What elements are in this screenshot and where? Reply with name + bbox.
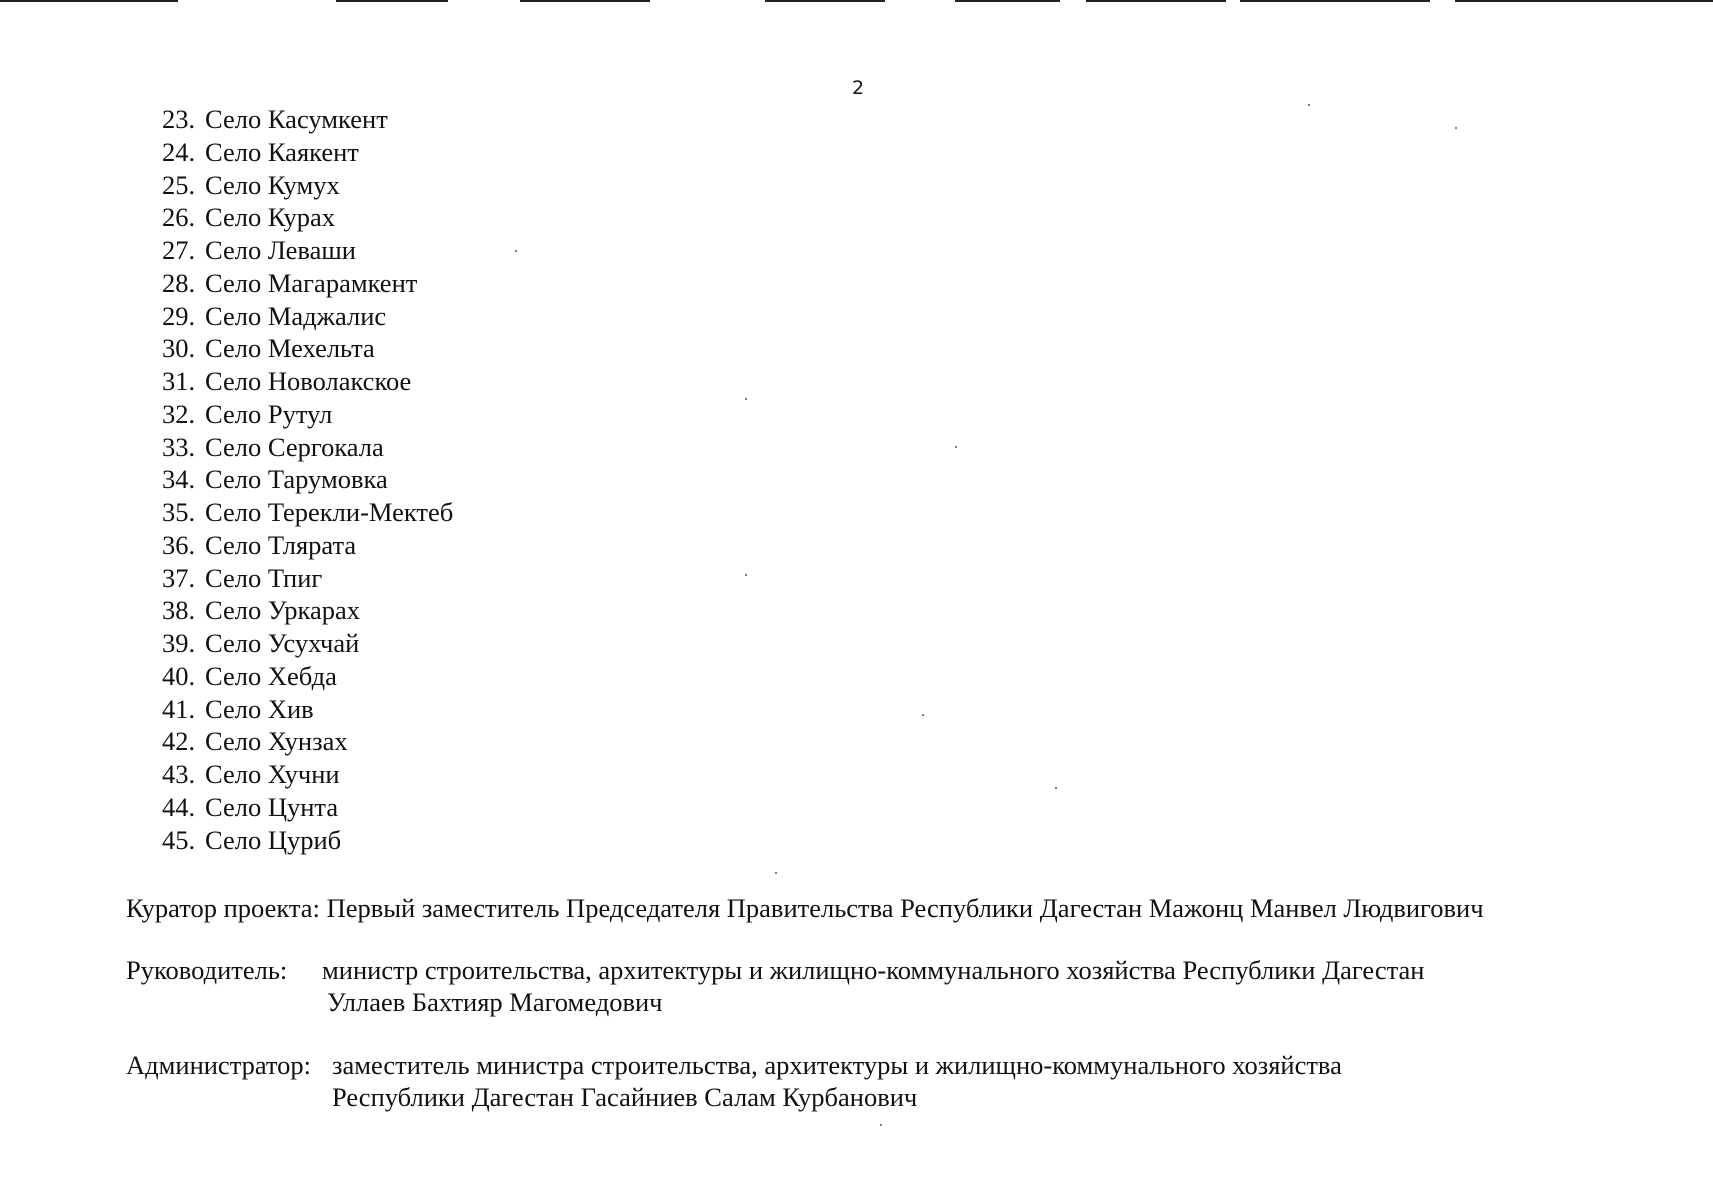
list-item-text: Село Хив [205,693,314,724]
list-item-text: Село Усухчай [205,628,360,658]
list-item-number: 43. [162,759,196,789]
list-item-text: Село Хучни [205,759,340,789]
list-item-number: 32. [162,398,196,429]
list-item-number: 31. [162,366,196,396]
scan-speck [880,1124,882,1126]
scan-speck [1308,104,1310,106]
list-item-text: Село Кумух [205,169,340,200]
list-item-number: 36. [162,529,196,560]
list-item-text: Село Магарамкент [205,267,418,298]
list-item-number: 44. [162,791,196,822]
list-item-number: 28. [162,267,196,298]
list-item [162,234,453,267]
list-item [162,562,453,595]
scan-speck [1055,787,1057,789]
list-item-text: Село Касумкент [205,104,388,134]
list-item [162,300,453,333]
leader-block [126,954,1424,1018]
list-item-text: Село Сергокала [205,431,384,462]
list-item [162,431,453,464]
scan-speck [745,398,747,400]
list-item-text: Село Цунта [205,791,339,822]
list-item-text: Село Терекли-Мектеб [205,497,454,527]
list-item [162,529,453,562]
list-item [162,791,453,824]
list-item [162,758,453,791]
scan-speck [922,714,924,716]
list-item-text: Село Тпиг [205,562,323,593]
list-item-text: Село Тлярата [205,529,357,560]
list-item [162,824,453,857]
list-item-number: 40. [162,660,196,691]
list-item-number: 38. [162,595,196,626]
list-item-text: Село Каякент [205,136,359,167]
list-item [162,594,453,627]
leader-line-2: Уллаев Бахтияр Магомедович [327,987,663,1017]
list-item-number: 33. [162,431,196,462]
list-item-text: Село Леваши [205,235,356,265]
list-item-number: 42. [162,726,196,757]
list-item [162,103,453,136]
list-item-number: 34. [162,464,196,495]
list-item-text: Село Мехельта [205,333,375,364]
list-item-number: 39. [162,628,196,658]
leader-label: Руководитель: [126,955,288,985]
list-item [162,627,453,660]
list-item-number: 29. [162,300,196,331]
list-item-number: 27. [162,235,196,265]
scan-speck [775,872,777,874]
administrator-label: Администратор: [126,1050,312,1080]
administrator-line-1: заместитель министра строительства, архитектуры и жилищно-коммунального хозяйства [332,1050,1342,1080]
list-item-text: Село Хебда [205,660,337,691]
page-number: 2 [851,77,865,99]
list-item-number: 25. [162,169,196,200]
administrator-block [126,1049,1342,1113]
list-item [162,660,453,693]
list-item [162,136,453,169]
curator-text: Первый заместитель Председателя Правительства Республики Дагестан Мажонц Манвел Людвигович [326,893,1484,923]
list-item-number: 41. [162,693,196,724]
list-item-number: 30. [162,333,196,364]
scan-speck [1455,127,1457,129]
list-item-number: 24. [162,136,196,167]
list-item-text: Село Тарумовка [205,464,388,495]
list-item-number: 45. [162,824,196,855]
list-item [162,332,453,365]
list-item-text: Село Уркарах [205,595,361,626]
list-item-text: Село Хунзах [205,726,348,757]
list-item [162,169,453,202]
list-item [162,267,453,300]
list-item [162,725,453,758]
list-item [162,496,453,529]
list-item-number: 37. [162,562,196,593]
list-item-number: 26. [162,202,196,233]
list-item [162,693,453,726]
scan-speck [745,574,747,576]
list-item [162,201,453,234]
list-item-text: Село Рутул [205,398,333,429]
scan-speck [515,250,517,252]
list-item-text: Село Новолакское [205,366,412,396]
list-item [162,398,453,431]
list-item-text: Село Маджалис [205,300,387,331]
curator-block [126,892,1484,924]
settlement-list [162,103,453,856]
list-item [162,365,453,398]
list-item-number: 23. [162,104,196,134]
curator-label: Куратор проекта: [126,893,320,923]
administrator-line-2: Республики Дагестан Гасайниев Салам Курбанович [332,1082,918,1112]
list-item-text: Село Цуриб [205,824,342,855]
list-item [162,463,453,496]
list-item-text: Село Курах [205,202,336,233]
scan-speck [955,446,957,448]
leader-line-1: министр строительства, архитектуры и жилищно-коммунального хозяйства Республики Дагестан [322,955,1425,985]
list-item-number: 35. [162,497,196,527]
scan-top-edge [0,0,1713,2]
